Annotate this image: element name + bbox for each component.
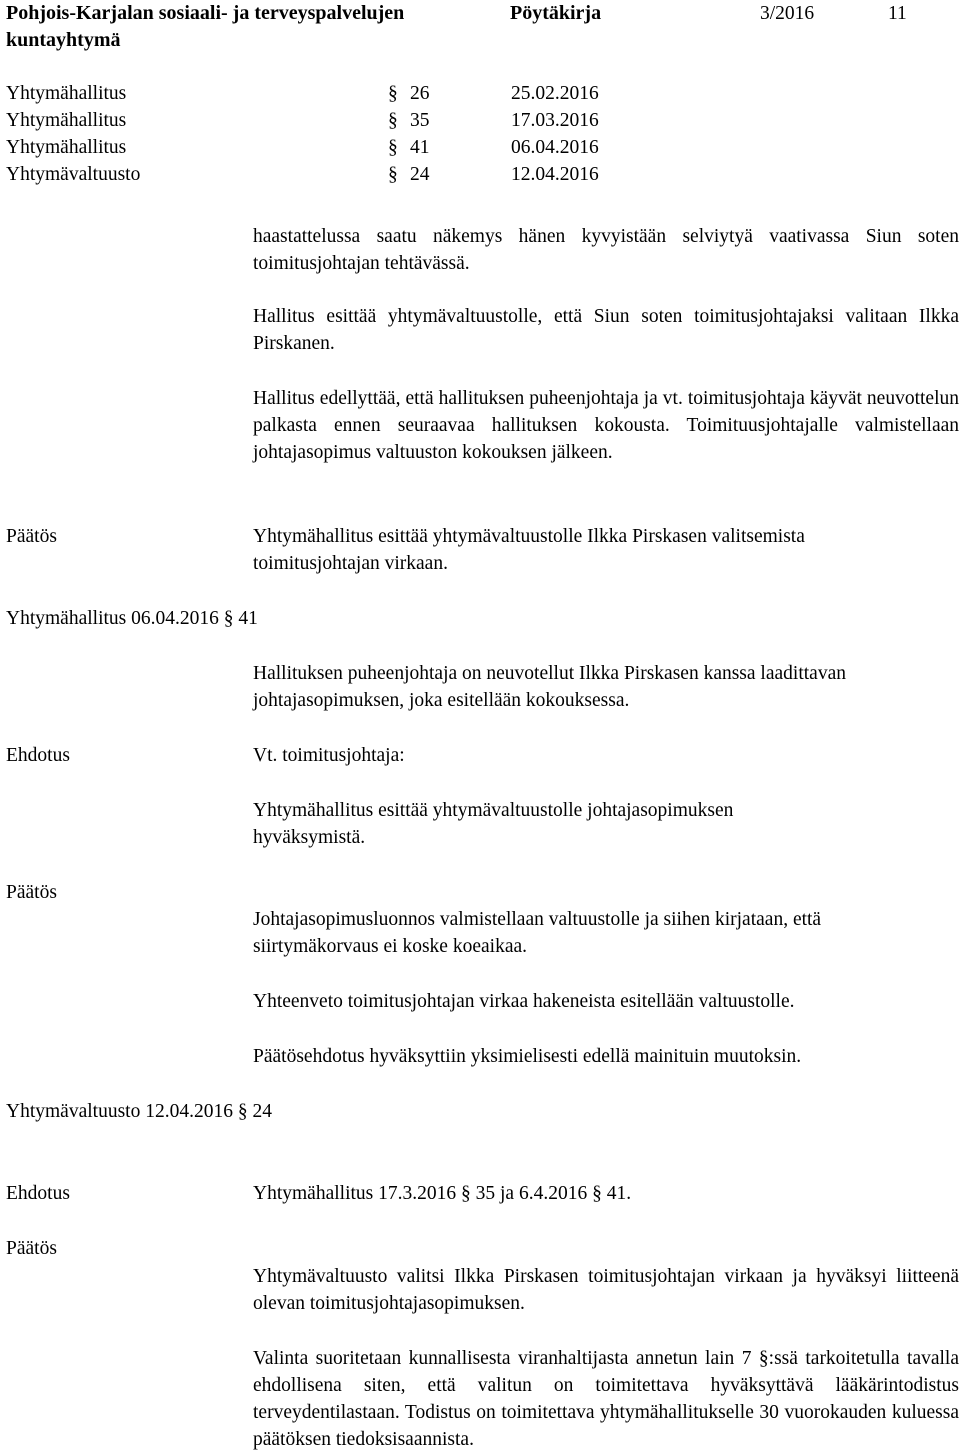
proposal-label: Ehdotus — [6, 1183, 70, 1204]
history-row — [6, 107, 706, 134]
decision-text: Johtajasopimusluonnos valmistellaan valtuustolle ja siihen kirjataan, että siirtymäkorvaus ei koske koeaikaa. — [253, 909, 822, 957]
section-symbol-icon: § — [388, 164, 398, 185]
history-section: § 24 — [388, 161, 430, 188]
body-paragraph: Hallituksen puheenjohtaja on neuvotellut Ilkka Pirskasen kanssa laadittavan johtajasopimuksen, joka esitellään kokouksessa. — [253, 663, 846, 711]
body-paragraph: Hallitus edellyttää, että hallituksen puheenjohtaja ja vt. toimitusjohtaja käyvät neuvottelun palkasta ennen seuraavaa hallituksen kokousta. Toimituusjohtajalle valmistellaan johtajasopimus valtuuston kokouksen jälkeen. — [253, 388, 959, 463]
proposal-label: Ehdotus — [6, 745, 70, 766]
decision-text: Yhtymähallitus esittää yhtymävaltuustolle Ilkka Pirskasen valitsemista toimitusjohtajan virkaan. — [253, 526, 805, 574]
decision-text: Yhteenveto toimitusjohtajan virkaa hakeneista esitellään valtuustolle. — [253, 991, 795, 1012]
history-date: 06.04.2016 — [511, 137, 599, 158]
history-date: 17.03.2016 — [511, 110, 599, 131]
proposal-by: Vt. toimitusjohtaja: — [253, 745, 405, 766]
meeting-heading: Yhtymävaltuusto 12.04.2016 § 24 — [6, 1101, 272, 1122]
document-number: 3/2016 — [760, 3, 815, 24]
proposal-text: Yhtymähallitus esittää yhtymävaltuustolle johtajasopimuksen hyväksymistä. — [253, 800, 734, 848]
proposal-text: Yhtymähallitus 17.3.2016 § 35 ja 6.4.2016 § 41. — [253, 1183, 632, 1204]
history-body: Yhtymävaltuusto — [6, 164, 141, 185]
decision-text: Valinta suoritetaan kunnallisesta viranhaltijasta annetun lain 7 §:ssä tarkoitetulla tavalla ehdollisena siten, että valitun on toimitettava hyväksyttävä lääkärintodistus terveydentilastaan. Todistus on toimitettava yhtymähallitukselle 30 vuorokauden kuluessa päätöksen tiedoksisaannista. — [253, 1348, 960, 1450]
decision-label: Päätös — [6, 1238, 57, 1259]
history-body: Yhtymähallitus — [6, 83, 127, 104]
history-body: Yhtymähallitus — [6, 137, 127, 158]
history-date: 25.02.2016 — [511, 83, 599, 104]
history-row — [6, 134, 706, 161]
history-section: § 26 — [388, 80, 430, 107]
section-symbol-icon: § — [388, 83, 398, 104]
history-date: 12.04.2016 — [511, 164, 599, 185]
organization-name: Pohjois-Karjalan sosiaali- ja terveyspalvelujen kuntayhtymä — [6, 2, 405, 51]
decision-label: Päätös — [6, 526, 57, 547]
section-symbol-icon: § — [237, 1101, 248, 1122]
section-symbol-icon: § — [388, 110, 398, 131]
section-symbol-icon: § — [461, 1183, 471, 1204]
history-row — [6, 80, 706, 107]
meeting-heading: Yhtymähallitus 06.04.2016 § 41 — [6, 608, 258, 629]
decision-label: Päätös — [6, 882, 57, 903]
history-body: Yhtymähallitus — [6, 110, 127, 131]
section-symbol-icon: § — [388, 137, 398, 158]
decision-text: Yhtymävaltuusto valitsi Ilkka Pirskasen toimitusjohtajan virkaan ja hyväksyi liitteenä olevan toimitusjohtajasopimuksen. — [253, 1266, 959, 1314]
section-symbol-icon: § — [223, 608, 234, 629]
history-section: § 35 — [388, 107, 430, 134]
history-section: § 41 — [388, 134, 430, 161]
page-number: 11 — [888, 3, 907, 24]
document-type: Pöytäkirja — [510, 2, 602, 24]
body-paragraph: haastattelussa saatu näkemys hänen kyvyistään selviytyä vaativassa Siun soten toimitusjohtajan tehtävässä. — [253, 226, 959, 274]
body-paragraph: Hallitus esittää yhtymävaltuustolle, että Siun soten toimitusjohtajaksi valitaan Ilkka Pirskanen. — [253, 306, 959, 354]
section-symbol-icon: § — [592, 1183, 602, 1204]
history-row — [6, 161, 706, 188]
decision-text: Päätösehdotus hyväksyttiin yksimielisesti edellä mainituin muutoksin. — [253, 1046, 802, 1067]
section-symbol-icon: § — [758, 1348, 769, 1369]
